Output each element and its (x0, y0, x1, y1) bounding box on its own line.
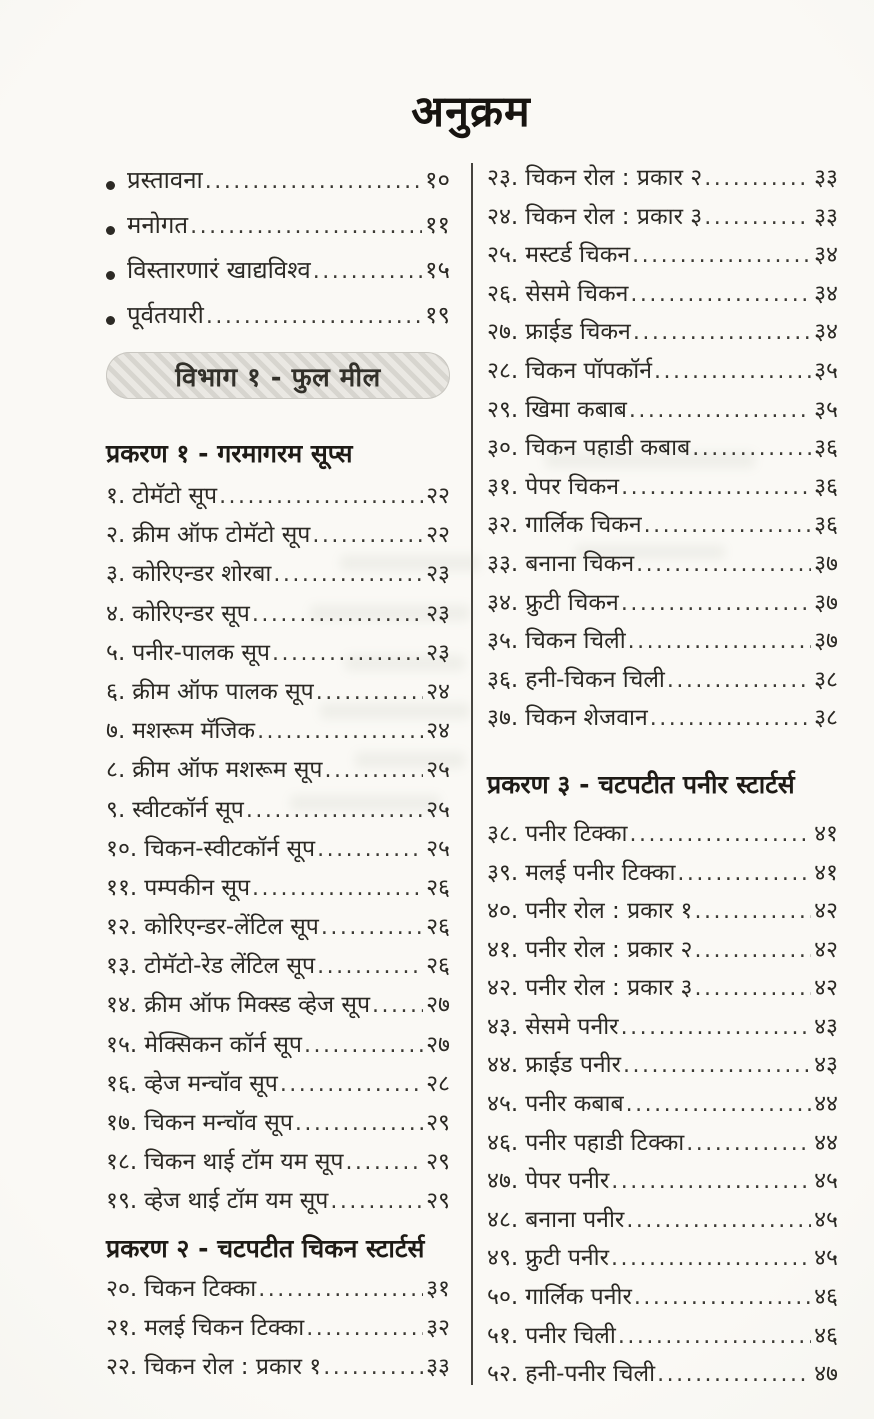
entry-number: ४७. (487, 1168, 519, 1195)
toc-entry (487, 507, 838, 546)
entry-page-number: २६ (426, 914, 450, 941)
dot-leader (644, 512, 811, 538)
entry-page-number: ४४ (814, 1129, 838, 1156)
entry-title: पनीर रोल : प्रकार ३ (525, 975, 693, 1002)
entry-title: कोरिएन्डर सूप (132, 600, 250, 627)
entry-number: ३२. (487, 512, 519, 539)
toc-entry (487, 700, 838, 739)
dot-leader (632, 242, 811, 268)
entry-title: टोमॅटो-रेड लेंटिल सूप (144, 953, 316, 980)
toc-entry (487, 585, 838, 624)
toc-entry (106, 1310, 450, 1349)
entry-number: ४२. (487, 975, 519, 1002)
entry-page-number: ११ (425, 211, 450, 239)
toc-entry (487, 855, 838, 894)
entry-number: ३. (106, 561, 126, 588)
toc-entry (487, 1009, 838, 1048)
dot-leader (317, 953, 423, 979)
dot-leader (611, 1168, 811, 1194)
entry-page-number: २७ (426, 992, 450, 1019)
dot-leader (190, 211, 422, 239)
toc-entry (487, 1279, 838, 1318)
entry-title: क्रीम ऑफ पालक सूप (132, 678, 314, 705)
dot-leader (205, 166, 422, 194)
toc-entry (106, 298, 450, 343)
chapter-2-heading: प्रकरण २ - चटपटीत चिकन स्टार्टर्स (106, 1233, 425, 1263)
dot-leader (704, 165, 811, 191)
entry-title: व्हेज मन्चॉव सूप (144, 1070, 278, 1097)
entry-number: १७. (106, 1110, 138, 1136)
chapter-1-list (106, 478, 450, 1223)
dot-leader (273, 561, 423, 587)
entry-number: ३६. (487, 666, 519, 693)
entry-title: प्रस्तावना (127, 166, 203, 194)
entry-number: ४. (106, 600, 126, 627)
entry-page-number: २५ (426, 835, 450, 862)
entry-title: कोरिएन्डर-लेंटिल सूप (144, 914, 319, 941)
dot-leader (629, 821, 811, 847)
dot-leader (280, 1071, 423, 1097)
entry-title: फ्राईड चिकन (525, 319, 631, 346)
dot-leader (324, 757, 423, 783)
toc-entry (106, 1027, 450, 1066)
entry-page-number: २२ (426, 483, 450, 509)
dot-leader (272, 640, 423, 666)
entry-title: चिकन टिक्का (144, 1275, 257, 1302)
entry-title: चिकन रोल : प्रकार २ (525, 165, 703, 191)
entry-number: ४९. (487, 1245, 519, 1272)
dot-leader (312, 522, 423, 548)
entry-number: २४. (487, 203, 519, 230)
entry-page-number: २३ (426, 600, 450, 627)
toc-entry (106, 163, 450, 208)
entry-page-number: ३४ (814, 319, 838, 346)
toc-entry (106, 1183, 450, 1222)
toc-entry (487, 1318, 838, 1357)
entry-title: हनी-चिकन चिली (525, 666, 665, 693)
entry-number: १. (106, 483, 126, 509)
entry-page-number: ३८ (814, 666, 838, 693)
entry-title: पनीर टिक्का (525, 820, 628, 847)
dot-leader (621, 474, 811, 500)
toc-entry (487, 932, 838, 971)
entry-page-number: २८ (426, 1070, 450, 1097)
entry-page-number: ३७ (814, 550, 838, 577)
dot-leader (206, 301, 422, 329)
entry-number: १३. (106, 953, 138, 980)
dot-leader (323, 1354, 423, 1380)
entry-number: २९. (487, 396, 519, 423)
entry-title: सेसमे पनीर (525, 1013, 619, 1040)
entry-page-number: ४२ (814, 898, 838, 925)
entry-title: गार्लिक पनीर (525, 1284, 632, 1311)
toc-entry (106, 596, 450, 635)
entry-title: मलई चिकन टिक्का (144, 1314, 305, 1341)
entry-page-number: ४३ (814, 1013, 838, 1040)
toc-entry (487, 546, 838, 585)
toc-entry (106, 713, 450, 752)
entry-number: ५१. (487, 1322, 519, 1349)
entry-number: ३०. (487, 435, 519, 462)
toc-entry (487, 662, 838, 701)
dot-leader (372, 992, 423, 1018)
entry-title: कोरिएन्डर शोरबा (132, 561, 272, 588)
toc-entry (487, 430, 838, 469)
entry-title: पेपर पनीर (525, 1168, 610, 1195)
dot-leader (330, 1188, 423, 1214)
entry-page-number: ३६ (814, 473, 838, 500)
entry-title: हनी-पनीर चिली (525, 1361, 656, 1388)
toc-entry (487, 353, 838, 392)
toc-entry (487, 1047, 838, 1086)
entry-title: फ्राईड पनीर (525, 1052, 622, 1079)
toc-entry (487, 1125, 838, 1164)
dot-leader (626, 1091, 811, 1117)
toc-entry (487, 1356, 838, 1395)
dot-leader (317, 836, 423, 862)
entry-number: २६. (487, 280, 519, 307)
entry-number: ३४. (487, 589, 519, 616)
entry-page-number: २४ (426, 678, 450, 705)
entry-page-number: ३७ (814, 589, 838, 616)
chapter-2-list-continued (487, 160, 838, 739)
entry-number: ३३. (487, 550, 519, 577)
entry-page-number: ३५ (814, 357, 838, 384)
entry-title: चिकन मन्चॉव सूप (144, 1110, 293, 1136)
section-banner (106, 352, 450, 399)
entry-page-number: ४१ (814, 820, 838, 847)
entry-title: फ्रुटी पनीर (525, 1245, 610, 1272)
entry-number: ४४. (487, 1052, 519, 1079)
chapter-2-list (106, 1271, 450, 1389)
entry-page-number: २३ (426, 561, 450, 588)
entry-number: ९. (106, 796, 126, 823)
entry-title: व्हेज थाई टॉम यम सूप (144, 1188, 329, 1215)
entry-page-number: ४३ (814, 1052, 838, 1079)
entry-title: सेसमे चिकन (525, 280, 629, 307)
entry-number: ३५. (487, 628, 519, 655)
entry-number: ८. (106, 757, 126, 784)
right-column (487, 160, 838, 1395)
toc-entry (487, 1086, 838, 1125)
page-title: अनुक्रम (411, 87, 531, 137)
dot-leader (704, 204, 811, 230)
dot-leader (306, 1315, 423, 1341)
toc-entry (106, 517, 450, 556)
entry-title: मनोगत (127, 211, 189, 239)
toc-entry (106, 674, 450, 713)
toc-entry (487, 816, 838, 855)
dot-leader (258, 1276, 423, 1302)
entry-number: ७. (106, 718, 126, 745)
entry-number: ११. (106, 874, 138, 901)
entry-page-number: ४५ (814, 1168, 838, 1195)
toc-entry (106, 870, 450, 909)
entry-title: टोमॅटो सूप (132, 483, 218, 509)
entry-page-number: २९ (426, 1149, 450, 1176)
entry-page-number: ४४ (814, 1091, 838, 1118)
toc-entry (487, 314, 838, 353)
entry-title: मेक्सिकन कॉर्न सूप (144, 1031, 302, 1058)
entry-number: १०. (106, 835, 138, 862)
toc-entry (487, 623, 838, 662)
entry-page-number: २९ (426, 1188, 450, 1215)
entry-number: २७. (487, 319, 519, 346)
entry-page-number: ३६ (814, 512, 838, 539)
entry-title: पनीर-पालक सूप (132, 639, 270, 666)
toc-entry (106, 635, 450, 674)
toc-entry (487, 1202, 838, 1241)
entry-page-number: ४६ (814, 1284, 838, 1311)
entry-title: मलई पनीर टिक्का (525, 859, 676, 886)
dot-leader (654, 358, 811, 384)
dot-leader (692, 435, 811, 461)
entry-number: १८. (106, 1149, 138, 1176)
toc-entry (487, 160, 838, 199)
entry-title: पनीर रोल : प्रकार २ (525, 936, 693, 963)
entry-title: मशरूम मॅजिक (132, 718, 256, 745)
entry-page-number: २५ (426, 796, 450, 823)
toc-entry (487, 237, 838, 276)
entry-number: ३९. (487, 859, 519, 886)
entry-page-number: ४५ (814, 1206, 838, 1233)
chapter-3-heading: प्रकरण ३ - चटपटीत पनीर स्टार्टर्स (487, 769, 795, 799)
toc-entry (106, 752, 450, 791)
entry-number: १२. (106, 914, 138, 941)
entry-title: पेपर चिकन (525, 473, 620, 500)
toc-entry (487, 970, 838, 1009)
entry-number: २१. (106, 1314, 138, 1341)
dot-leader (694, 898, 811, 924)
dot-leader (626, 1207, 811, 1233)
dot-leader (252, 875, 423, 901)
dot-leader (219, 483, 423, 509)
entry-number: ४१. (487, 936, 519, 963)
entry-number: ४६. (487, 1129, 519, 1156)
entry-number: २. (106, 522, 126, 549)
dot-leader (345, 1149, 423, 1175)
dot-leader (667, 667, 811, 693)
dot-leader (623, 1052, 811, 1078)
entry-page-number: ३३ (426, 1353, 450, 1380)
chapter-1-heading: प्रकरण १ - गरमागरम सूप्स (106, 439, 353, 468)
dot-leader (621, 1014, 811, 1040)
entry-page-number: ४२ (814, 975, 838, 1002)
dot-leader (686, 1130, 811, 1156)
dot-leader (257, 718, 423, 744)
dot-leader (677, 860, 811, 886)
bullet-icon (106, 316, 115, 325)
dot-leader (316, 679, 423, 705)
dot-leader (611, 1245, 811, 1271)
bullet-icon (106, 181, 115, 190)
dot-leader (634, 1284, 811, 1310)
dot-leader (313, 256, 422, 284)
entry-number: ४०. (487, 898, 519, 925)
toc-entry (106, 1349, 450, 1388)
entry-page-number: २७ (426, 1031, 450, 1058)
dot-leader (636, 551, 811, 577)
entry-number: २३. (487, 165, 519, 191)
entry-page-number: ४५ (814, 1245, 838, 1272)
entry-page-number: ३६ (814, 435, 838, 462)
entry-title: क्रीम ऑफ मिक्स्ड व्हेज सूप (144, 992, 371, 1019)
entry-page-number: २६ (426, 953, 450, 980)
bullet-icon (106, 226, 115, 235)
entry-title: फ्रुटी चिकन (525, 589, 619, 616)
toc-entry (487, 1163, 838, 1202)
entry-title: चिकन-स्वीटकॉर्न सूप (144, 835, 316, 862)
entry-page-number: ३३ (814, 165, 838, 191)
entry-page-number: ३४ (814, 280, 838, 307)
dot-leader (321, 914, 423, 940)
entry-title: खिमा कबाब (525, 396, 627, 423)
entry-number: ३७. (487, 705, 519, 732)
entry-number: २८. (487, 357, 519, 384)
entry-page-number: ४१ (814, 859, 838, 886)
entry-page-number: २५ (426, 757, 450, 784)
toc-entry (487, 893, 838, 932)
entry-page-number: ३८ (814, 705, 838, 732)
entry-title: पनीर कबाब (525, 1091, 624, 1118)
entry-page-number: २३ (426, 639, 450, 666)
entry-number: ५. (106, 639, 126, 666)
entry-title: क्रीम ऑफ मशरूम सूप (132, 757, 323, 784)
entry-number: २५. (487, 242, 519, 269)
entry-number: ४३. (487, 1013, 519, 1040)
column-divider (471, 163, 473, 1385)
entry-title: चिकन रोल : प्रकार ३ (525, 203, 703, 230)
toc-entry (106, 909, 450, 948)
toc-entry (106, 556, 450, 595)
dot-leader (618, 1323, 811, 1349)
entry-title: चिकन शेजवान (525, 705, 648, 732)
entry-page-number: २६ (426, 874, 450, 901)
left-column (106, 163, 450, 1388)
entry-number: १४. (106, 992, 138, 1019)
entry-number: ४५. (487, 1091, 519, 1118)
entry-number: ५२. (487, 1361, 519, 1388)
entry-title: बनाना चिकन (525, 550, 635, 577)
entry-number: २०. (106, 1275, 138, 1302)
entry-page-number: ३१ (426, 1275, 450, 1302)
dot-leader (650, 705, 811, 731)
entry-title: चिकन थाई टॉम यम सूप (144, 1149, 344, 1176)
entry-number: ३८. (487, 820, 519, 847)
entry-page-number: २२ (426, 522, 450, 549)
entry-number: १९. (106, 1188, 138, 1215)
dot-leader (633, 319, 811, 345)
entry-number: ४८. (487, 1206, 519, 1233)
entry-title: पनीर चिली (525, 1322, 616, 1349)
entry-title: पनीर रोल : प्रकार १ (525, 898, 693, 925)
toc-entry (106, 208, 450, 253)
entry-page-number: ३७ (814, 628, 838, 655)
entry-page-number: ३५ (814, 396, 838, 423)
dot-leader (246, 797, 423, 823)
dot-leader (621, 590, 811, 616)
toc-entry (106, 792, 450, 831)
entry-number: ६. (106, 678, 126, 705)
entry-page-number: १९ (425, 301, 450, 329)
entry-page-number: १० (425, 166, 450, 194)
entry-title: चिकन पॉपकॉर्न (525, 357, 653, 384)
entry-page-number: ४२ (814, 936, 838, 963)
chapter-3-list (487, 816, 838, 1395)
dot-leader (629, 397, 811, 423)
entry-page-number: ३४ (814, 242, 838, 269)
toc-entry (106, 1105, 450, 1144)
entry-page-number: ३३ (814, 203, 838, 230)
dot-leader (304, 1032, 423, 1058)
entry-number: ५०. (487, 1284, 519, 1311)
entry-title: बनाना पनीर (525, 1206, 625, 1233)
entry-title: पनीर पहाडी टिक्का (525, 1129, 685, 1156)
entry-page-number: २९ (426, 1110, 450, 1136)
dot-leader (295, 1110, 423, 1136)
entry-page-number: १५ (425, 256, 450, 284)
entry-number: १५. (106, 1031, 138, 1058)
entry-number: ३१. (487, 473, 519, 500)
entry-title: क्रीम ऑफ टोमॅटो सूप (132, 522, 311, 549)
dot-leader (694, 975, 811, 1001)
toc-entry (106, 253, 450, 298)
entry-title: चिकन रोल : प्रकार १ (144, 1353, 322, 1380)
toc-entry (106, 987, 450, 1026)
entry-number: २२. (106, 1353, 138, 1380)
toc-entry (487, 276, 838, 315)
entry-title: चिकन पहाडी कबाब (525, 435, 691, 462)
entry-title: पम्पकीन सूप (144, 874, 251, 901)
toc-entry (106, 831, 450, 870)
front-matter-list (106, 163, 450, 343)
bullet-icon (106, 271, 115, 280)
entry-page-number: ४७ (814, 1361, 838, 1388)
dot-leader (628, 628, 811, 654)
entry-title: पूर्वतयारी (127, 301, 204, 329)
toc-entry (106, 478, 450, 517)
entry-number: १६. (106, 1070, 138, 1097)
toc-entry (106, 1066, 450, 1105)
toc-entry (487, 1240, 838, 1279)
toc-entry (487, 392, 838, 431)
entry-page-number: ४६ (814, 1322, 838, 1349)
entry-title: चिकन चिली (525, 628, 626, 655)
section-banner-label: विभाग १ - फुल मील (175, 362, 381, 393)
toc-entry (106, 1144, 450, 1183)
dot-leader (657, 1361, 811, 1387)
entry-page-number: ३२ (426, 1314, 450, 1341)
toc-entry (487, 469, 838, 508)
toc-entry (487, 199, 838, 238)
entry-page-number: २४ (426, 718, 450, 745)
toc-entry (106, 1271, 450, 1310)
entry-title: मस्टर्ड चिकन (525, 242, 631, 269)
dot-leader (252, 601, 423, 627)
dot-leader (630, 281, 811, 307)
dot-leader (694, 937, 811, 963)
entry-title: स्वीटकॉर्न सूप (132, 796, 244, 823)
entry-title: विस्तारणारं खाद्यविश्व (127, 256, 311, 284)
toc-entry (106, 948, 450, 987)
entry-title: गार्लिक चिकन (525, 512, 642, 539)
